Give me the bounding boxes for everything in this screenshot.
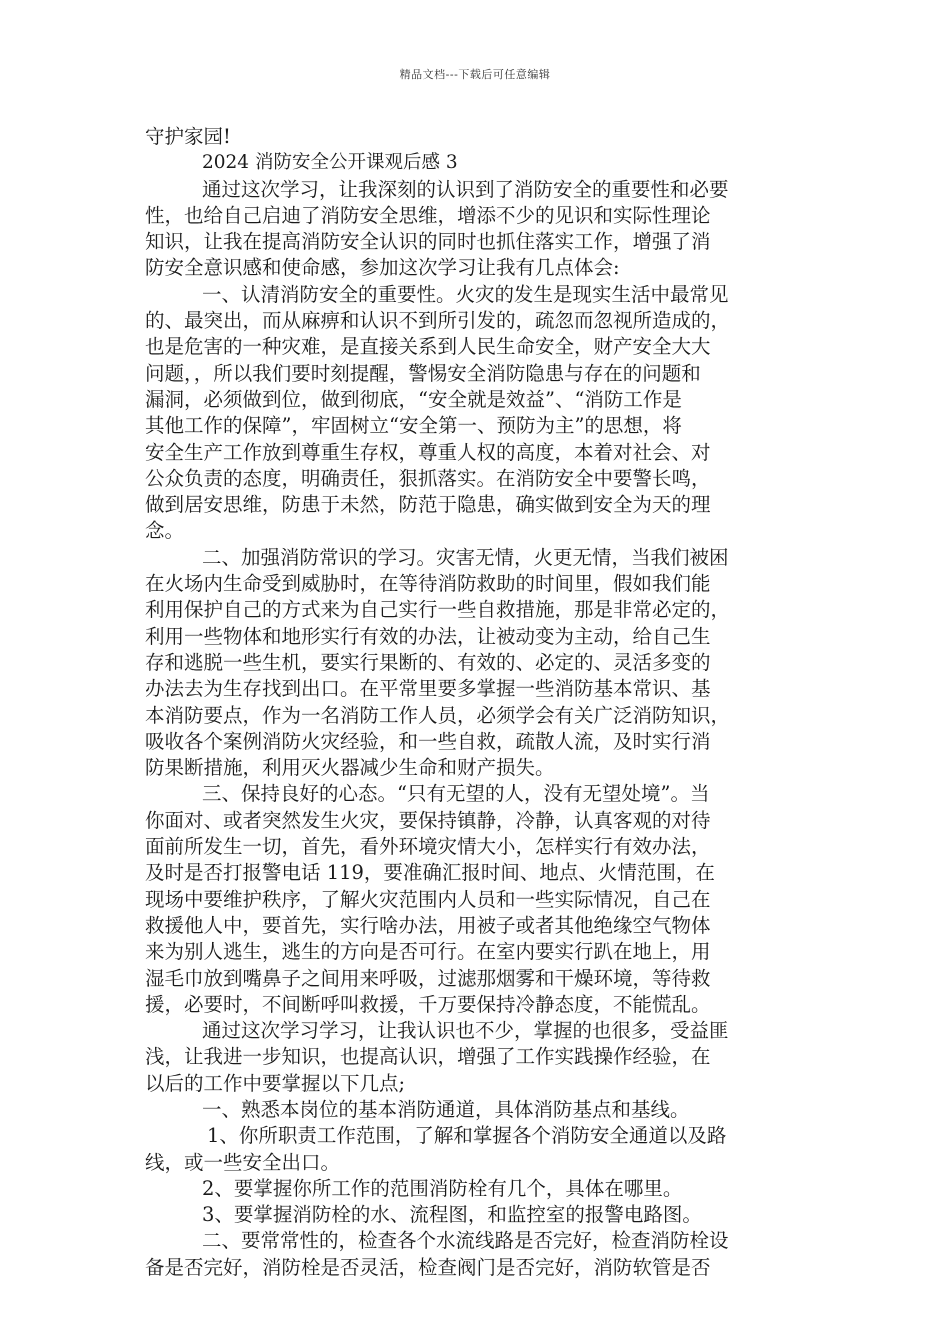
text-line: 来为别人逃生，逃生的方向是否可行。在室内要实行趴在地上，用 (145, 940, 711, 964)
text-line: 安全生产工作放到尊重生存权，尊重人权的高度，本着对社会、对 (145, 440, 711, 464)
text-line: 做到居安思维，防患于未然，防范于隐患，确实做到安全为天的理 (145, 493, 711, 517)
text-line: 你面对、或者突然发生火灾，要保持镇静，冷静，认真客观的对待 (145, 808, 711, 832)
text-line: 利用一些物体和地形实行有效的办法，让被动变为主动，给自己生 (145, 624, 711, 648)
text-line: 浅，让我进一步知识，也提高认识，增强了工作实践操作经验，在 (145, 1045, 711, 1069)
text-line: 性，也给自己启迪了消防安全思维，增添不少的见识和实际性理论 (145, 203, 711, 227)
page-header: 精品文档---下载后可任意编辑 (399, 68, 551, 81)
text-line: 线，或一些安全出口。 (145, 1150, 341, 1174)
text-line: 1、你所职责工作范围，了解和掌握各个消防安全通道以及路 (207, 1124, 727, 1148)
text-line: 公众负责的态度，明确责任，狠抓落实。在消防安全中要警长鸣， (145, 466, 711, 490)
text-line: 救援他人中，要首先，实行啥办法，用被子或者其他绝缘空气物体 (145, 913, 711, 937)
text-line: 防安全意识感和使命感，参加这次学习让我有几点体会: (145, 256, 620, 280)
text-line: 面前所发生一切，首先，看外环境灾情大小，怎样实行有效办法， (145, 835, 711, 859)
text-line: 一、熟悉本岗位的基本消防通道，具体消防基点和基线。 (202, 1097, 690, 1121)
text-line: 二、加强消防常识的学习。灾害无情，火更无情，当我们被困 (202, 545, 729, 569)
text-line: 现场中要维护秩序，了解火灾范围内人员和一些实际情况，自己在 (145, 887, 711, 911)
text-line: 守护家园! (145, 125, 231, 148)
text-line: 援，必要时，不间断呼叫救援，千万要保持冷静态度，不能慌乱。 (145, 992, 711, 1016)
text-line: 通过这次学习学习，让我认识也不少，掌握的也很多，受益匪 (202, 1019, 729, 1043)
text-line: 本消防要点，作为一名消防工作人员，必须学会有关广泛消防知识， (145, 703, 731, 727)
text-line: 三、保持良好的心态。“只有无望的人，没有无望处境”。当 (202, 782, 710, 806)
text-line: 吸收各个案例消防火灾经验，和一些自救，疏散人流，及时实行消 (145, 729, 711, 753)
text-line: 3、要掌握消防栓的水、流程图，和监控室的报警电路图。 (202, 1203, 702, 1227)
text-line: 也是危害的一种灾难，是直接关系到人民生命安全，财产安全大大 (145, 335, 711, 359)
text-line: 备是否完好，消防栓是否灵活，检查阀门是否完好，消防软管是否 (145, 1255, 711, 1279)
text-line: 念。 (145, 519, 185, 543)
text-line: 办法去为生存找到出口。在平常里要多掌握一些消防基本常识、基 (145, 677, 711, 701)
text-line: 漏洞，必须做到位，做到彻底，“安全就是效益”、“消防工作是 (145, 387, 682, 411)
text-line: 二、要常常性的，检查各个水流线路是否完好，检查消防栓设 (202, 1229, 729, 1253)
document-body (145, 124, 809, 1281)
text-line: 一、认清消防安全的重要性。火灾的发生是现实生活中最常见 (202, 282, 729, 306)
text-line: 在火场内生命受到威胁时，在等待消防救助的时间里，假如我们能 (145, 572, 711, 596)
text-line: 湿毛巾放到嘴鼻子之间用来呼吸，过滤那烟雾和干燥环境，等待救 (145, 966, 711, 990)
section-title: 2024 消防安全公开课观后感 3 (202, 152, 458, 174)
text-line: 知识，让我在提高消防安全认识的同时也抓住落实工作，增强了消 (145, 230, 711, 254)
text-line: 的、最突出，而从麻痹和认识不到所引发的，疏忽而忽视所造成的， (145, 309, 731, 333)
text-line: 以后的工作中要掌握以下几点; (145, 1071, 406, 1095)
text-line: 及时是否打报警电话 119，要准确汇报时间、地点、火情范围，在 (145, 861, 715, 885)
text-line: 通过这次学习，让我深刻的认识到了消防安全的重要性和必要 (202, 177, 729, 201)
text-line: 其他工作的保障”，牢固树立“安全第一、预防为主”的思想，将 (145, 414, 682, 438)
text-line: 利用保护自己的方式来为自己实行一些自救措施，那是非常必定的， (145, 598, 731, 622)
text-line: 防果断措施，利用灭火器减少生命和财产损失。 (145, 756, 555, 780)
text-line: 2、要掌握你所工作的范围消防栓有几个，具体在哪里。 (202, 1176, 683, 1200)
text-line: 问题，，所以我们要时刻提醒，警惕安全消防隐患与存在的问题和 (145, 361, 701, 385)
text-line: 存和逃脱一些生机，要实行果断的、有效的、必定的、灵活多变的 (145, 650, 711, 674)
